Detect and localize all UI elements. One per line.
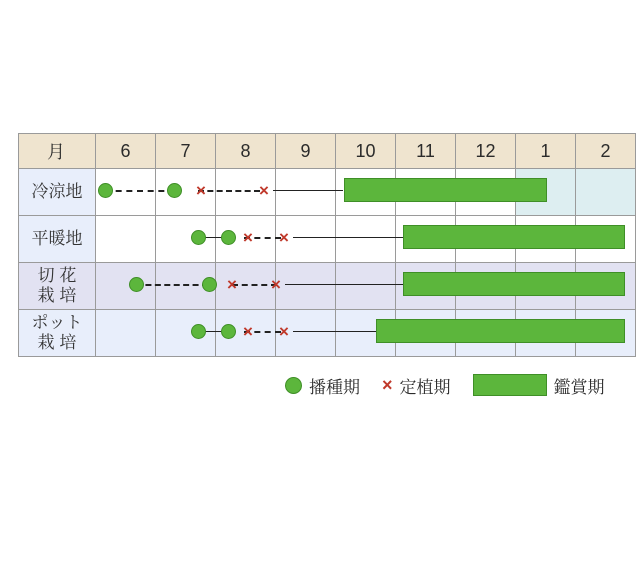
cell-reiryochi-6 <box>96 169 156 216</box>
cell-pot-2 <box>576 310 636 357</box>
cell-reiryochi-12 <box>456 169 516 216</box>
row-label-line1: ポット <box>31 313 83 333</box>
cell-reiryochi-7 <box>156 169 216 216</box>
header-month-1: 1 <box>516 134 576 169</box>
header-month-6: 6 <box>96 134 156 169</box>
header-month-9: 9 <box>276 134 336 169</box>
cell-kirihana-7 <box>156 263 216 310</box>
cell-kirihana-11 <box>396 263 456 310</box>
cell-pot-6 <box>96 310 156 357</box>
row-label-line1: 平暖地 <box>31 229 83 249</box>
cell-heidanchi-7 <box>156 216 216 263</box>
row1-planting-x-2: × <box>259 181 269 200</box>
cell-reiryochi-8 <box>216 169 276 216</box>
row-label-line1: 切 花 <box>37 266 77 286</box>
cell-reiryochi-11 <box>396 169 456 216</box>
row-label-heidanchi <box>19 216 96 263</box>
row3-planting-x-2: × <box>271 275 281 294</box>
cell-reiryochi-2 <box>576 169 636 216</box>
header-month-11: 11 <box>396 134 456 169</box>
header-month-12: 12 <box>456 134 516 169</box>
row3-planting-x-1: × <box>227 275 237 294</box>
table-row <box>19 263 636 310</box>
legend-label-viewing: 鑑賞期 <box>553 377 605 397</box>
cell-heidanchi-6 <box>96 216 156 263</box>
legend <box>285 372 630 398</box>
row-label-line1: 冷涼地 <box>31 182 83 202</box>
cell-kirihana-6 <box>96 263 156 310</box>
cell-pot-11 <box>396 310 456 357</box>
cell-kirihana-10 <box>336 263 396 310</box>
cell-heidanchi-12 <box>456 216 516 263</box>
cell-pot-8 <box>216 310 276 357</box>
table-row <box>19 169 636 216</box>
row4-planting-x-2: × <box>279 322 289 341</box>
cell-heidanchi-9 <box>276 216 336 263</box>
cell-pot-9 <box>276 310 336 357</box>
legend-item-sowing <box>285 373 360 398</box>
cell-heidanchi-2 <box>576 216 636 263</box>
table-header-row <box>19 134 636 169</box>
row2-planting-x-2: × <box>279 228 289 247</box>
header-month-8: 8 <box>216 134 276 169</box>
cell-pot-12 <box>456 310 516 357</box>
header-month-2: 2 <box>576 134 636 169</box>
cell-kirihana-1 <box>516 263 576 310</box>
cell-heidanchi-10 <box>336 216 396 263</box>
viewing-bar-icon <box>473 374 547 396</box>
legend-item-planting <box>382 373 451 398</box>
legend-label-sowing: 播種期 <box>309 377 360 397</box>
legend-item-viewing <box>473 373 605 398</box>
table-row <box>19 216 636 263</box>
cell-kirihana-8 <box>216 263 276 310</box>
cell-reiryochi-9 <box>276 169 336 216</box>
header-month-7: 7 <box>156 134 216 169</box>
row-label-reiryochi <box>19 169 96 216</box>
cell-kirihana-12 <box>456 263 516 310</box>
cell-reiryochi-1 <box>516 169 576 216</box>
row-label-kirihana <box>19 263 96 310</box>
row1-planting-x-1: × <box>196 181 206 200</box>
cell-pot-7 <box>156 310 216 357</box>
row-label-line2: 栽 培 <box>37 286 77 305</box>
row4-planting-x-1: × <box>243 322 253 341</box>
calendar-table <box>18 133 636 357</box>
cell-pot-1 <box>516 310 576 357</box>
row-label-line2: 栽 培 <box>37 333 77 352</box>
planting-x-icon: × <box>382 375 393 395</box>
table-row <box>19 310 636 357</box>
cell-kirihana-9 <box>276 263 336 310</box>
legend-label-planting: 定植期 <box>399 377 451 397</box>
cell-kirihana-2 <box>576 263 636 310</box>
sowing-dot-icon <box>285 377 302 394</box>
row-label-pot <box>19 310 96 357</box>
cell-heidanchi-8 <box>216 216 276 263</box>
row2-planting-x-1: × <box>243 228 253 247</box>
cell-heidanchi-11 <box>396 216 456 263</box>
cell-reiryochi-10 <box>336 169 396 216</box>
cell-heidanchi-1 <box>516 216 576 263</box>
header-month-10: 10 <box>336 134 396 169</box>
cultivation-calendar <box>18 133 626 363</box>
cell-pot-10 <box>336 310 396 357</box>
header-month-label: 月 <box>19 134 96 169</box>
